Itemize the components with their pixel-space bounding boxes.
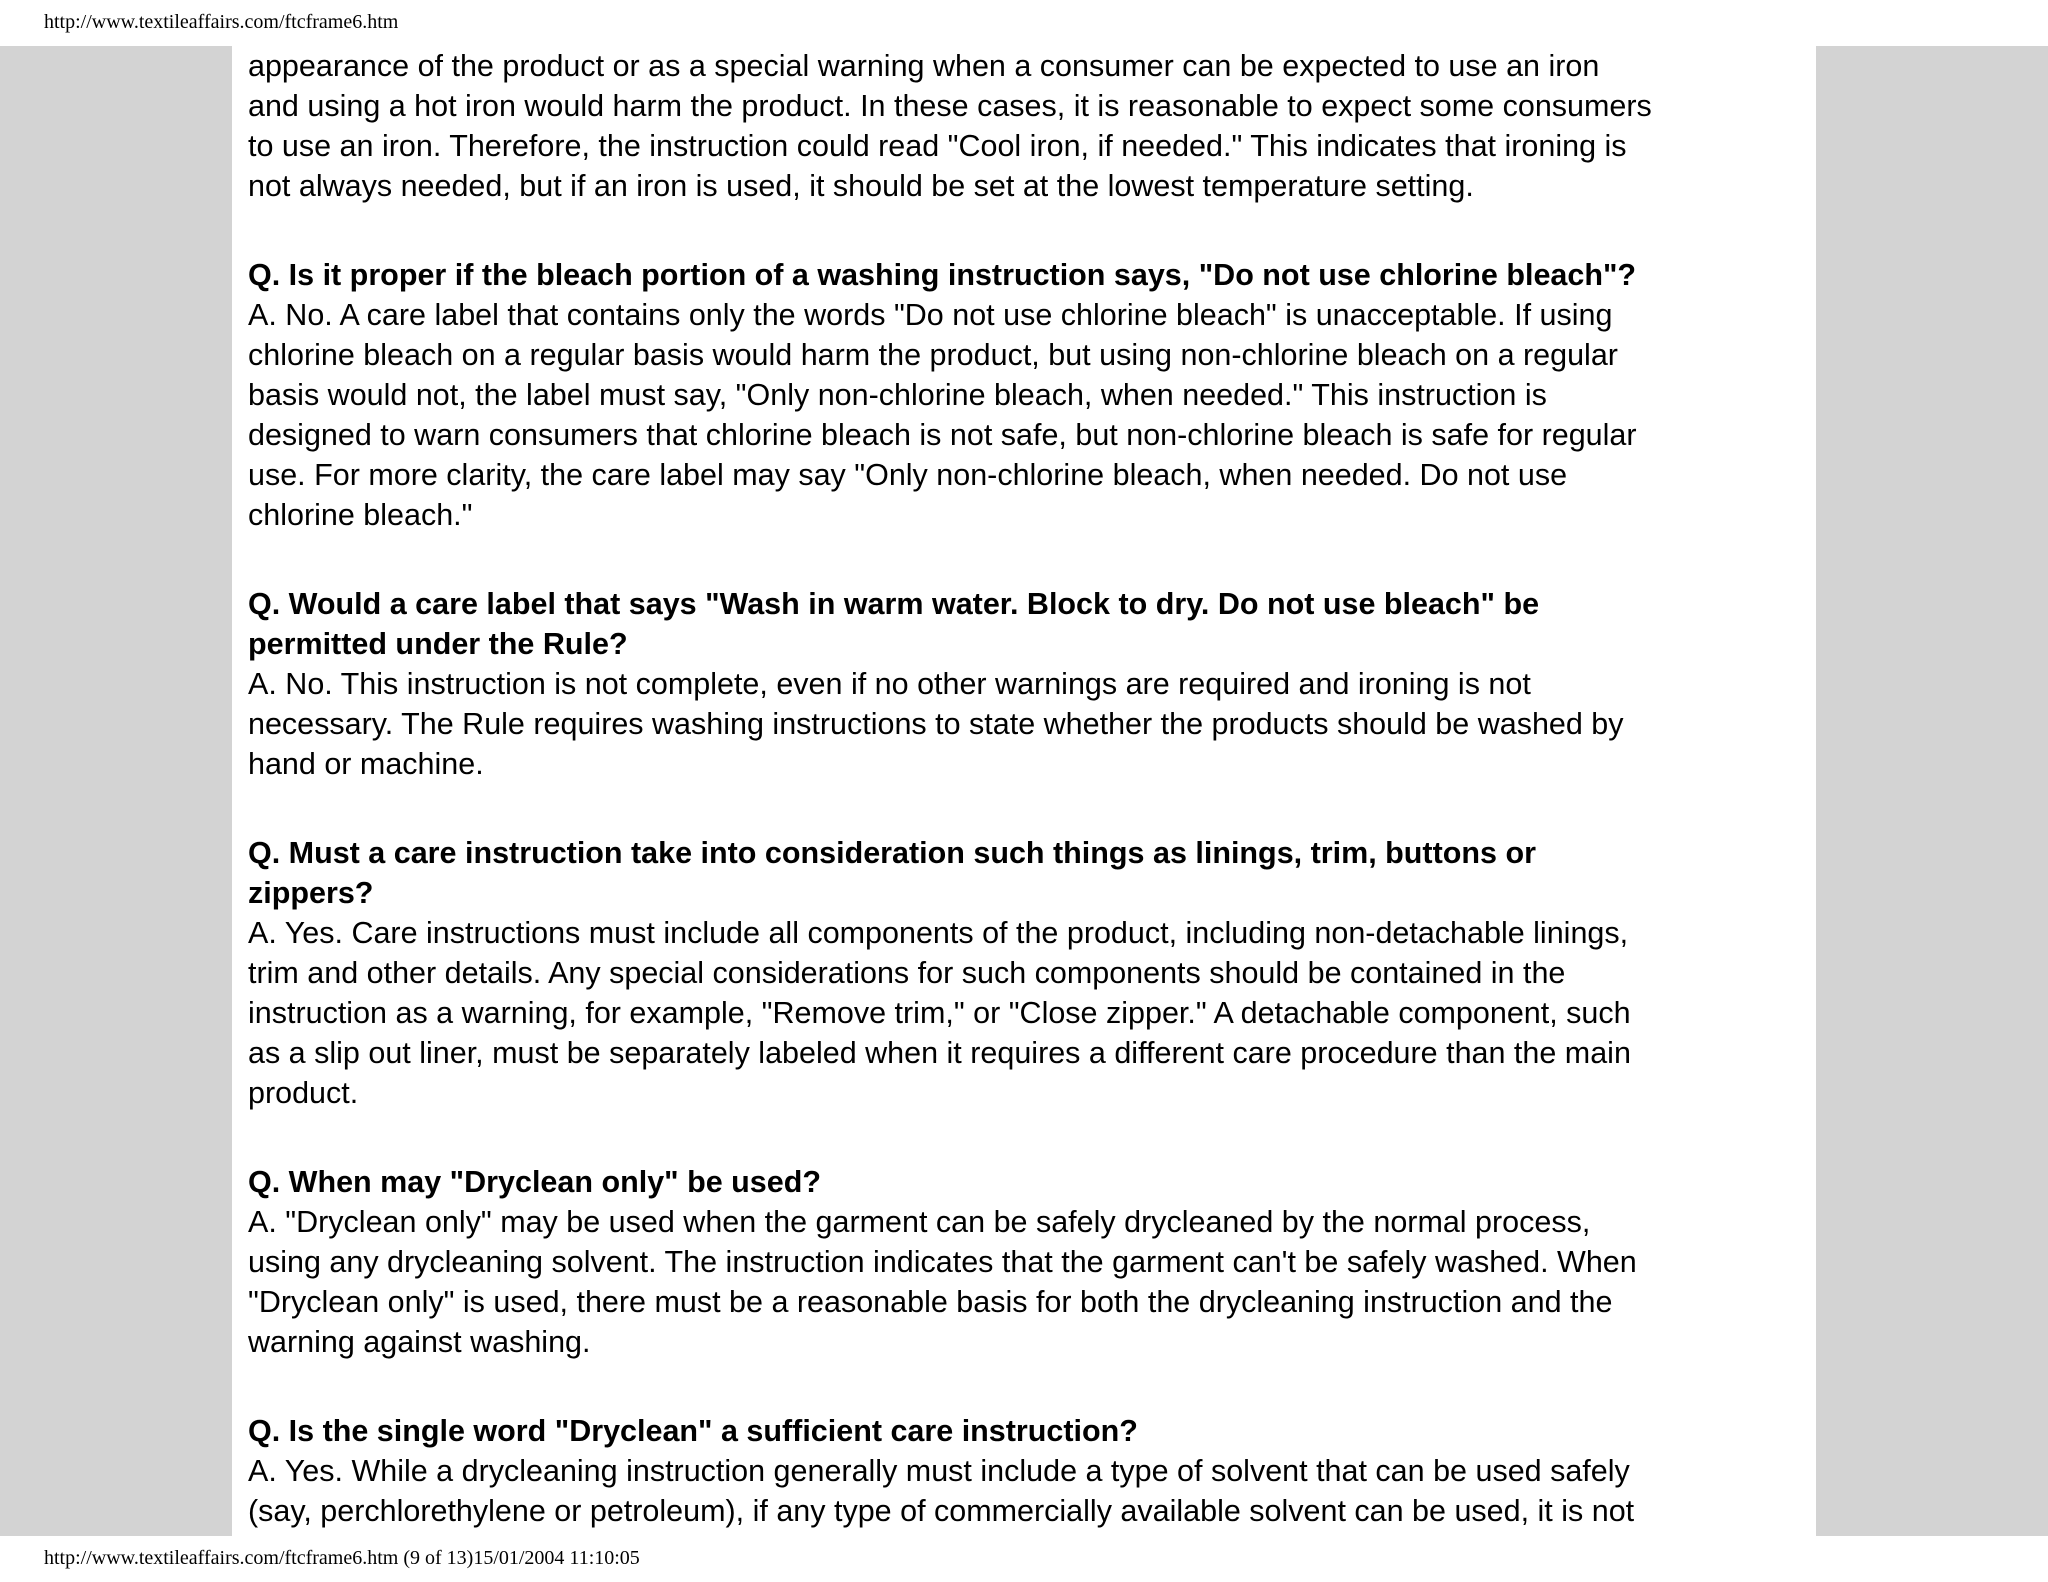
answer-line: chlorine bleach on a regular basis would harm the product, but using non-chlorine bleach on a regular [248, 338, 1618, 372]
paragraph-gap [248, 535, 1816, 584]
paragraph-gap [248, 1113, 1816, 1162]
answer-line: product. [248, 1076, 359, 1110]
print-footer: http://www.textileaffairs.com/ftcframe6.htm (9 of 13)15/01/2004 11:10:05 [44, 1547, 640, 1569]
document-content [232, 46, 1816, 1536]
answer-line: "Dryclean only" is used, there must be a reasonable basis for both the drycleaning instruction and the [248, 1285, 1613, 1319]
question-line: permitted under the Rule? [248, 627, 628, 661]
answer-line: designed to warn consumers that chlorine bleach is not safe, but non-chlorine bleach is safe for regular [248, 418, 1637, 452]
faq-entry [248, 255, 1816, 535]
answer-line: as a slip out liner, must be separately labeled when it requires a different care procedure than the main [248, 1036, 1631, 1070]
answer-line: A. No. A care label that contains only the words "Do not use chlorine bleach" is unacceptable. If using [248, 298, 1613, 332]
answer-line: A. No. This instruction is not complete, even if no other warnings are required and ironing is not [248, 667, 1531, 701]
faq-entry [248, 833, 1816, 1113]
faq-entry [248, 1411, 1816, 1531]
answer-line: A. Yes. Care instructions must include all components of the product, including non-detachable linings, [248, 916, 1629, 950]
question-line: Q. Is it proper if the bleach portion of a washing instruction says, "Do not use chlorine bleach"? [248, 258, 1637, 292]
answer-line: (say, perchlorethylene or petroleum), if any type of commercially available solvent can be used, it is not [248, 1494, 1635, 1528]
answer-line: necessary. The Rule requires washing instructions to state whether the products should be washed by [248, 707, 1624, 741]
continued-answer [248, 46, 1816, 206]
answer-line: A. "Dryclean only" may be used when the garment can be safely drycleaned by the normal process, [248, 1205, 1591, 1239]
answer-line: and using a hot iron would harm the product. In these cases, it is reasonable to expect some consumers [248, 89, 1652, 123]
paragraph-gap [248, 784, 1816, 833]
answer-line: using any drycleaning solvent. The instruction indicates that the garment can't be safely washed. When [248, 1245, 1637, 1279]
question-line: Q. Would a care label that says "Wash in warm water. Block to dry. Do not use bleach" be [248, 587, 1540, 621]
answer-line: A. Yes. While a drycleaning instruction generally must include a type of solvent that can be used safely [248, 1454, 1630, 1488]
answer-line: to use an iron. Therefore, the instruction could read "Cool iron, if needed." This indicates that ironing is [248, 129, 1627, 163]
answer-line: warning against washing. [248, 1325, 591, 1359]
print-header-url: http://www.textileaffairs.com/ftcframe6.htm [44, 11, 399, 33]
question-line: Q. Must a care instruction take into consideration such things as linings, trim, buttons or [248, 836, 1536, 870]
answer-line: chlorine bleach." [248, 498, 473, 532]
question-line: Q. Is the single word "Dryclean" a sufficient care instruction? [248, 1414, 1138, 1448]
answer-line: use. For more clarity, the care label may say "Only non-chlorine bleach, when needed. Do not use [248, 458, 1568, 492]
answer-line: trim and other details. Any special considerations for such components should be contained in the [248, 956, 1566, 990]
faq-entry [248, 1162, 1816, 1362]
paragraph-gap [248, 1362, 1816, 1411]
faq-text [248, 46, 1816, 1531]
answer-line: basis would not, the label must say, "Only non-chlorine bleach, when needed." This instruction is [248, 378, 1547, 412]
answer-line: appearance of the product or as a special warning when a consumer can be expected to use an iron [248, 49, 1600, 83]
faq-entry [248, 584, 1816, 784]
answer-line: hand or machine. [248, 747, 484, 781]
answer-line: not always needed, but if an iron is used, it should be set at the lowest temperature setting. [248, 169, 1474, 203]
answer-line: instruction as a warning, for example, "Remove trim," or "Close zipper." A detachable component, such [248, 996, 1631, 1030]
paragraph-gap [248, 206, 1816, 255]
question-line: Q. When may "Dryclean only" be used? [248, 1165, 821, 1199]
question-line: zippers? [248, 876, 374, 910]
